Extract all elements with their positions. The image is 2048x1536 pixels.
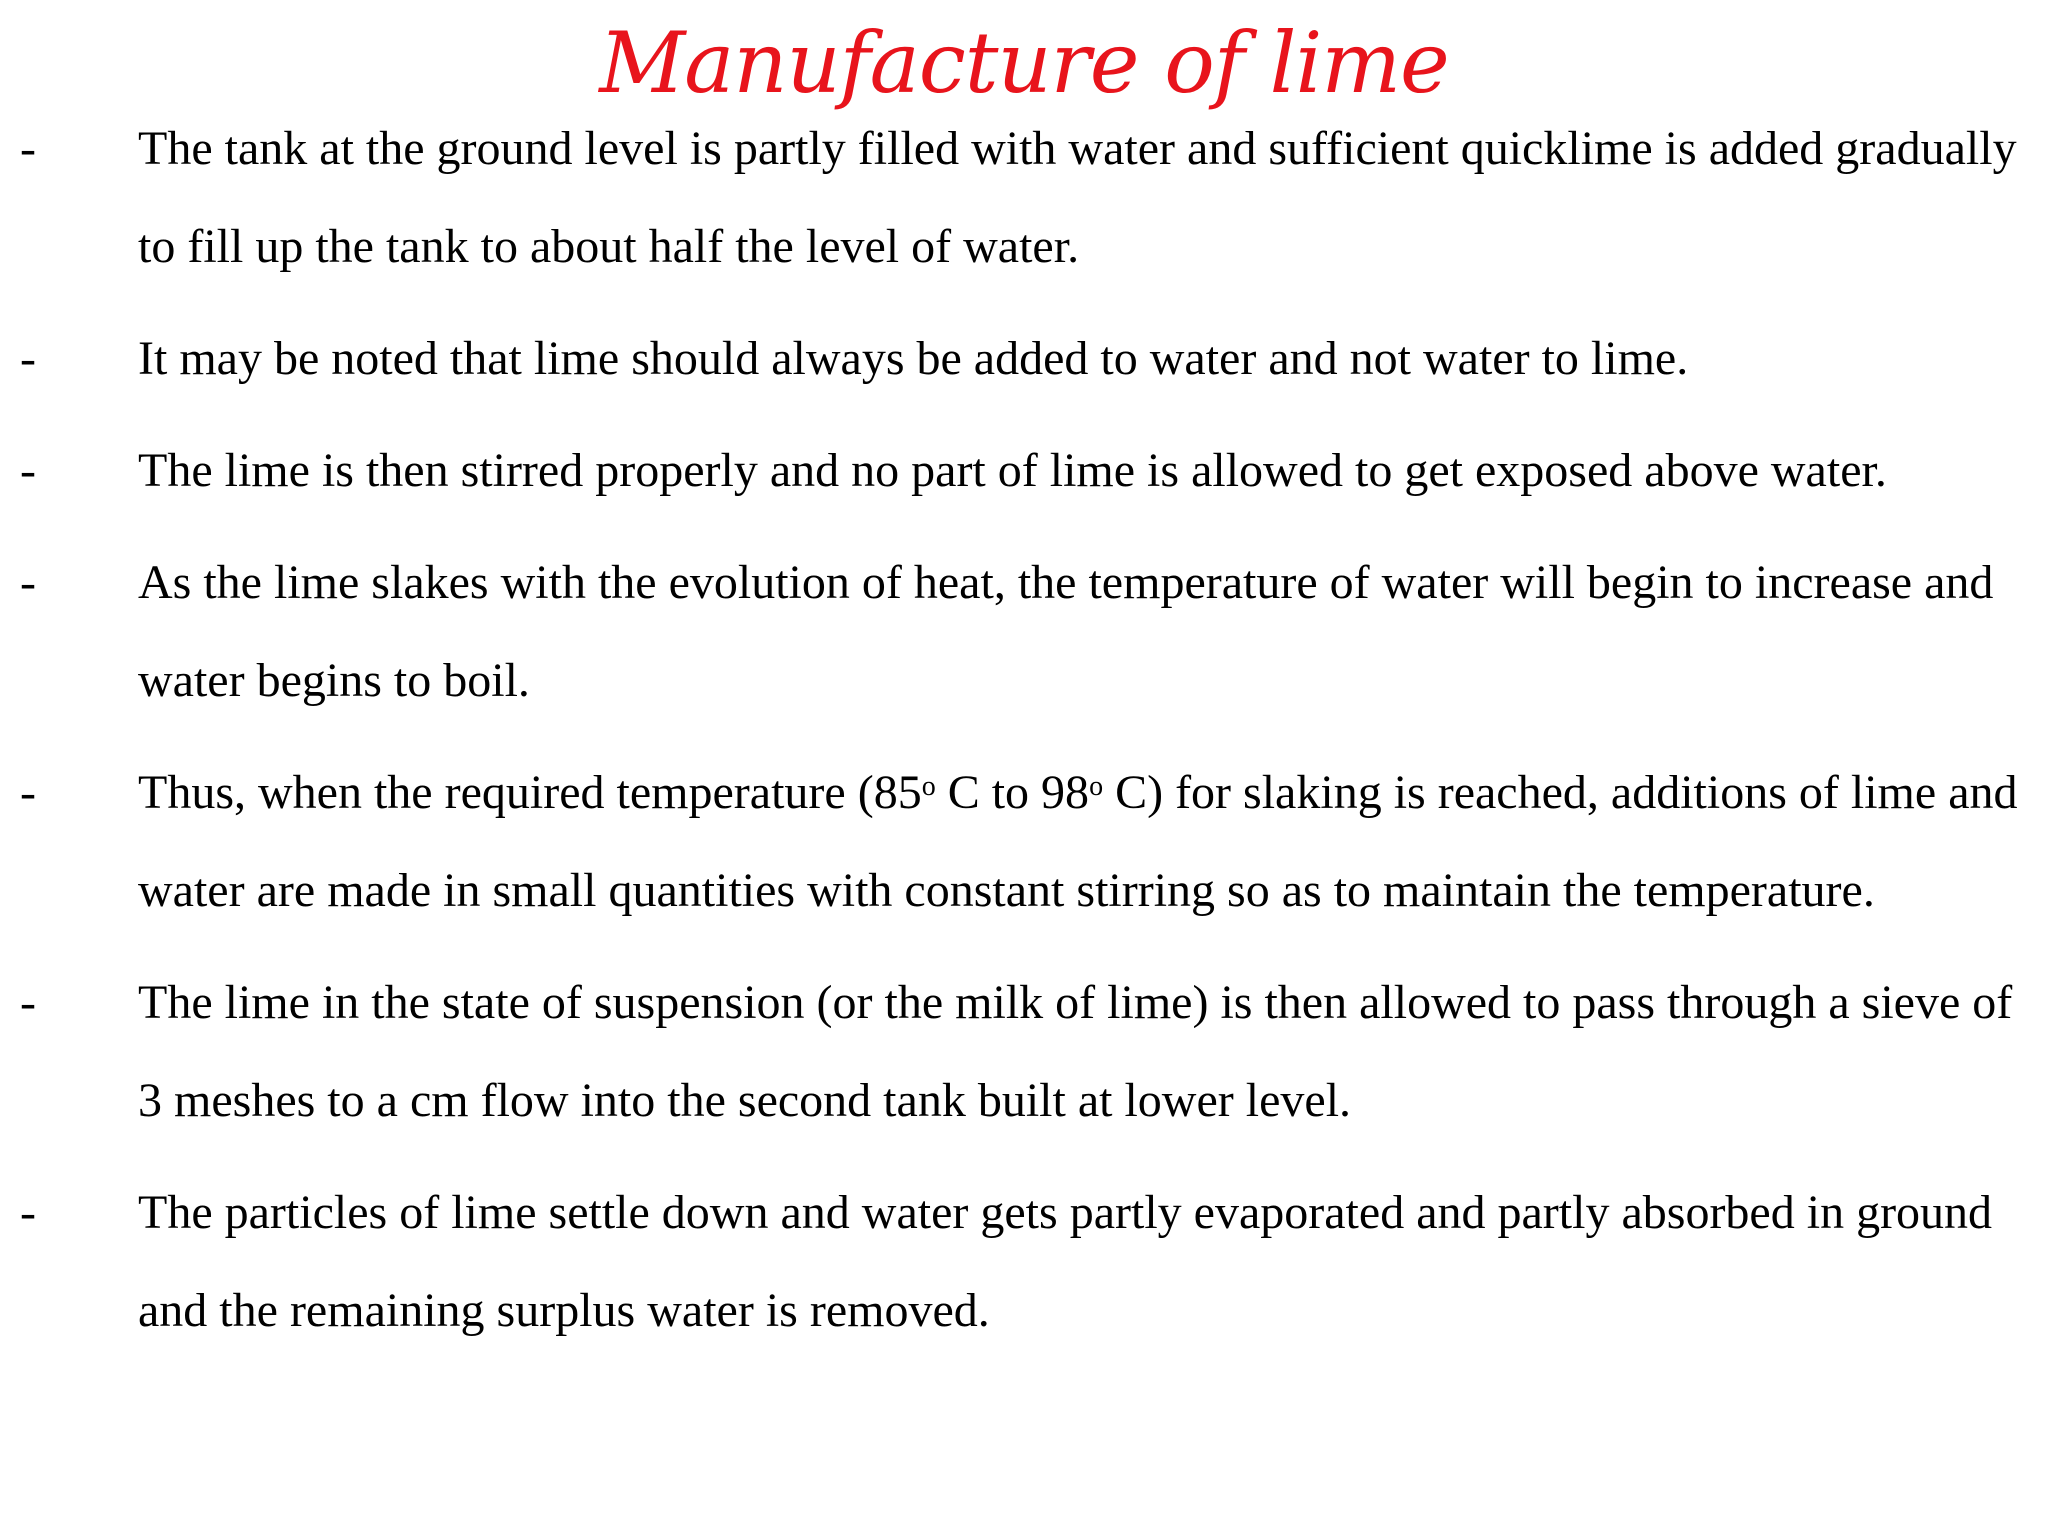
bullet-marker: - — [20, 556, 36, 609]
slide-title: Manufacture of lime — [599, 14, 1449, 112]
bullet-item-4 — [0, 534, 2048, 730]
bullet-item-7 — [0, 1164, 2048, 1360]
bullet-text-part-1: Thus, when the required temperature (85 — [138, 766, 922, 819]
bullet-marker: - — [20, 976, 36, 1029]
bullet-text: As the lime slakes with the evolution of heat, the temperature of water will begin to increase and water begins to boil. — [138, 556, 1994, 707]
bullet-marker: - — [20, 122, 36, 175]
bullet-marker: - — [20, 1186, 36, 1239]
bullet-marker: - — [20, 766, 36, 819]
bullet-text: The lime is then stirred properly and no part of lime is allowed to get exposed above water. — [138, 444, 1887, 497]
bullet-text: The lime in the state of suspension (or the milk of lime) is then allowed to pass through a sieve of 3 meshes to a cm flow into the second tank built at lower level. — [138, 976, 2013, 1127]
bullet-list — [0, 100, 2048, 1374]
degree-superscript: o — [921, 771, 936, 802]
bullet-text — [138, 744, 2038, 940]
bullet-item-2 — [0, 310, 2048, 408]
bullet-text: The tank at the ground level is partly filled with water and sufficient quicklime is added gradually to fill up the tank to about half the level of water. — [138, 122, 2017, 273]
bullet-text-part-3: C) for slaking is reached, additions of lime and water are made in small quantities with constant stirring so as to maintain the temperature. — [138, 766, 2018, 917]
bullet-text: It may be noted that lime should always be added to water and not water to lime. — [138, 332, 1689, 385]
bullet-marker: - — [20, 332, 36, 385]
bullet-item-6 — [0, 954, 2048, 1150]
bullet-marker: - — [20, 444, 36, 497]
bullet-item-5 — [0, 744, 2048, 940]
bullet-text: The particles of lime settle down and water gets partly evaporated and partly absorbed in ground and the remaining surplus water is removed. — [138, 1186, 1993, 1337]
degree-superscript: o — [1089, 771, 1104, 802]
bullet-text-part-2: C to 98 — [935, 766, 1090, 819]
bullet-item-3 — [0, 422, 2048, 520]
bullet-item-1 — [0, 100, 2048, 296]
